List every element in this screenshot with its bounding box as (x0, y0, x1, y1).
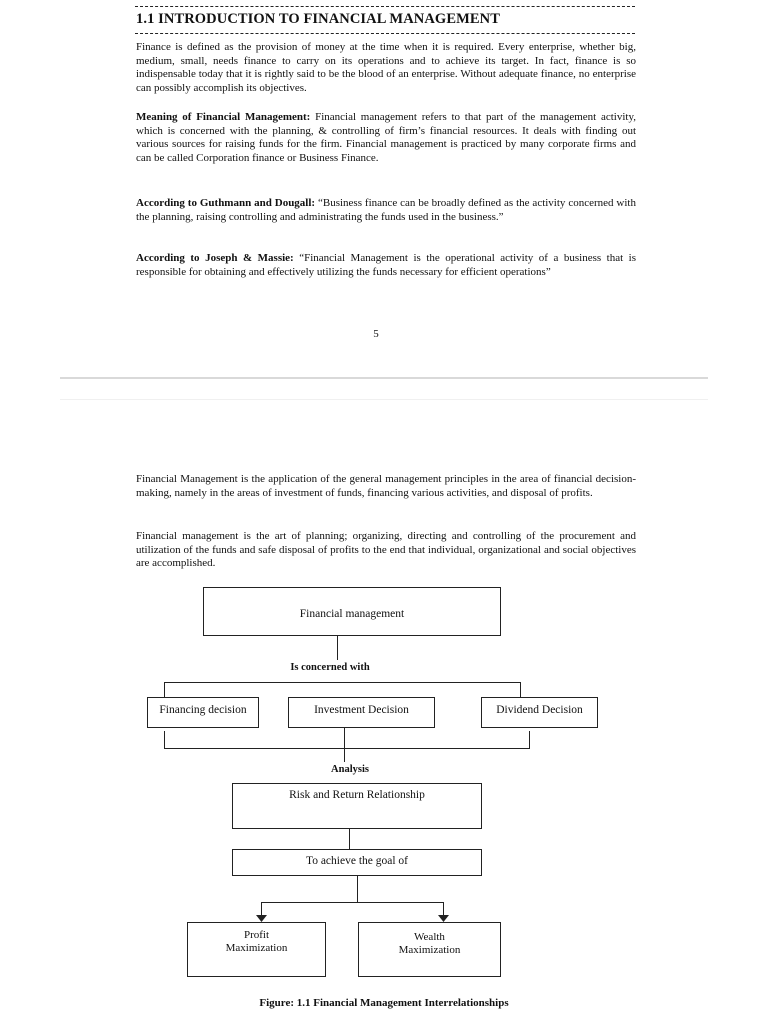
risk-return-label: Risk and Return Relationship (289, 789, 425, 801)
merge-rise-right (529, 731, 530, 749)
joseph-paragraph (136, 252, 636, 279)
dividend-decision-label: Dividend Decision (496, 704, 583, 716)
definition-paragraph-2: Financial management is the art of planning; organizing, directing and controlling of the procurement and utilization of the funds and safe disposal of profits to the end that individual, organizational and social objectives are accomplished. (136, 530, 636, 570)
profit-label-line1: Profit (243, 929, 270, 941)
merge-drop (344, 748, 345, 762)
page-separator-shadow (60, 399, 708, 400)
merge-rise-center (344, 728, 345, 749)
profit-label-line2: Maximization (225, 942, 288, 954)
split-line (261, 902, 444, 903)
definition-paragraph-1: Financial Management is the application of the general management principles in the area of financial decision-making, namely in the areas of investment of funds, financing various activities, and disposal of profits. (136, 473, 636, 499)
analysis-label: Analysis (331, 764, 369, 775)
joseph-text: “Financial Management is the operational activity of a business that is responsible for obtaining and effectively utilizing the funds necessary for efficient operations” (136, 252, 637, 278)
goal-label: To achieve the goal of (305, 855, 408, 867)
financing-decision-box (147, 697, 259, 728)
section-title: 1.1 INTRODUCTION TO FINANCIAL MANAGEMENT (136, 11, 500, 27)
profit-maximization-box (187, 922, 326, 977)
figure-caption: Figure: 1.1 Financial Management Interrelationships (259, 997, 509, 1009)
connector-goal-split (357, 876, 358, 902)
wealth-label-line1: Wealth (414, 931, 445, 943)
goal-box (232, 849, 482, 876)
connector-risk-goal (349, 829, 350, 849)
page-separator (60, 377, 708, 379)
meaning-label: Meaning of Financial Management: (136, 111, 311, 123)
merge-line (164, 748, 530, 749)
branch-line-top (164, 682, 521, 683)
title-rule (135, 33, 635, 34)
branch-drop-right (520, 682, 521, 697)
joseph-label: According to Joseph & Massie: (136, 252, 294, 264)
guthmann-text: “Business finance can be broadly defined as the activity concerned with the planning, raising controlling and administrating the funds used in the business.” (136, 197, 636, 223)
wealth-label-line2: Maximization (398, 944, 461, 956)
wealth-maximization-box (358, 922, 501, 977)
guthmann-label: According to Guthmann and Dougall: (136, 197, 316, 209)
dividend-decision-box (481, 697, 598, 728)
top-rule (135, 6, 635, 7)
concerned-with-label: Is concerned with (290, 662, 370, 673)
meaning-paragraph (136, 111, 636, 165)
financial-management-label: Financial management (299, 608, 405, 620)
investment-decision-label: Investment Decision (314, 704, 409, 716)
intro-paragraph: Finance is defined as the provision of money at the time when it is required. Every enterprise, whether big, medium, small, needs finance to carry on its operations and to achieve its target. In fact, finance is so indispensable today that it is rightly said to be the blood of an enterprise. Without adequate finance, no enterprise can possibly accomplish its objectives. (136, 41, 636, 94)
risk-return-box (232, 783, 482, 829)
branch-drop-left (164, 682, 165, 697)
financial-management-box (203, 587, 501, 636)
meaning-text: Financial management refers to that part of the management activity, which is concerned with the planning, & controlling of firm’s financial resources. It deals with finding out various sources for raising funds for the firm. Financial management is practiced by many corporate firms and can be called Corporation finance or Business Finance. (136, 111, 636, 164)
investment-decision-box (288, 697, 435, 728)
merge-rise-left (164, 731, 165, 749)
guthmann-paragraph (136, 197, 636, 224)
page-number: 5 (373, 328, 379, 340)
financing-decision-label: Financing decision (159, 704, 247, 716)
connector-line (337, 636, 338, 660)
